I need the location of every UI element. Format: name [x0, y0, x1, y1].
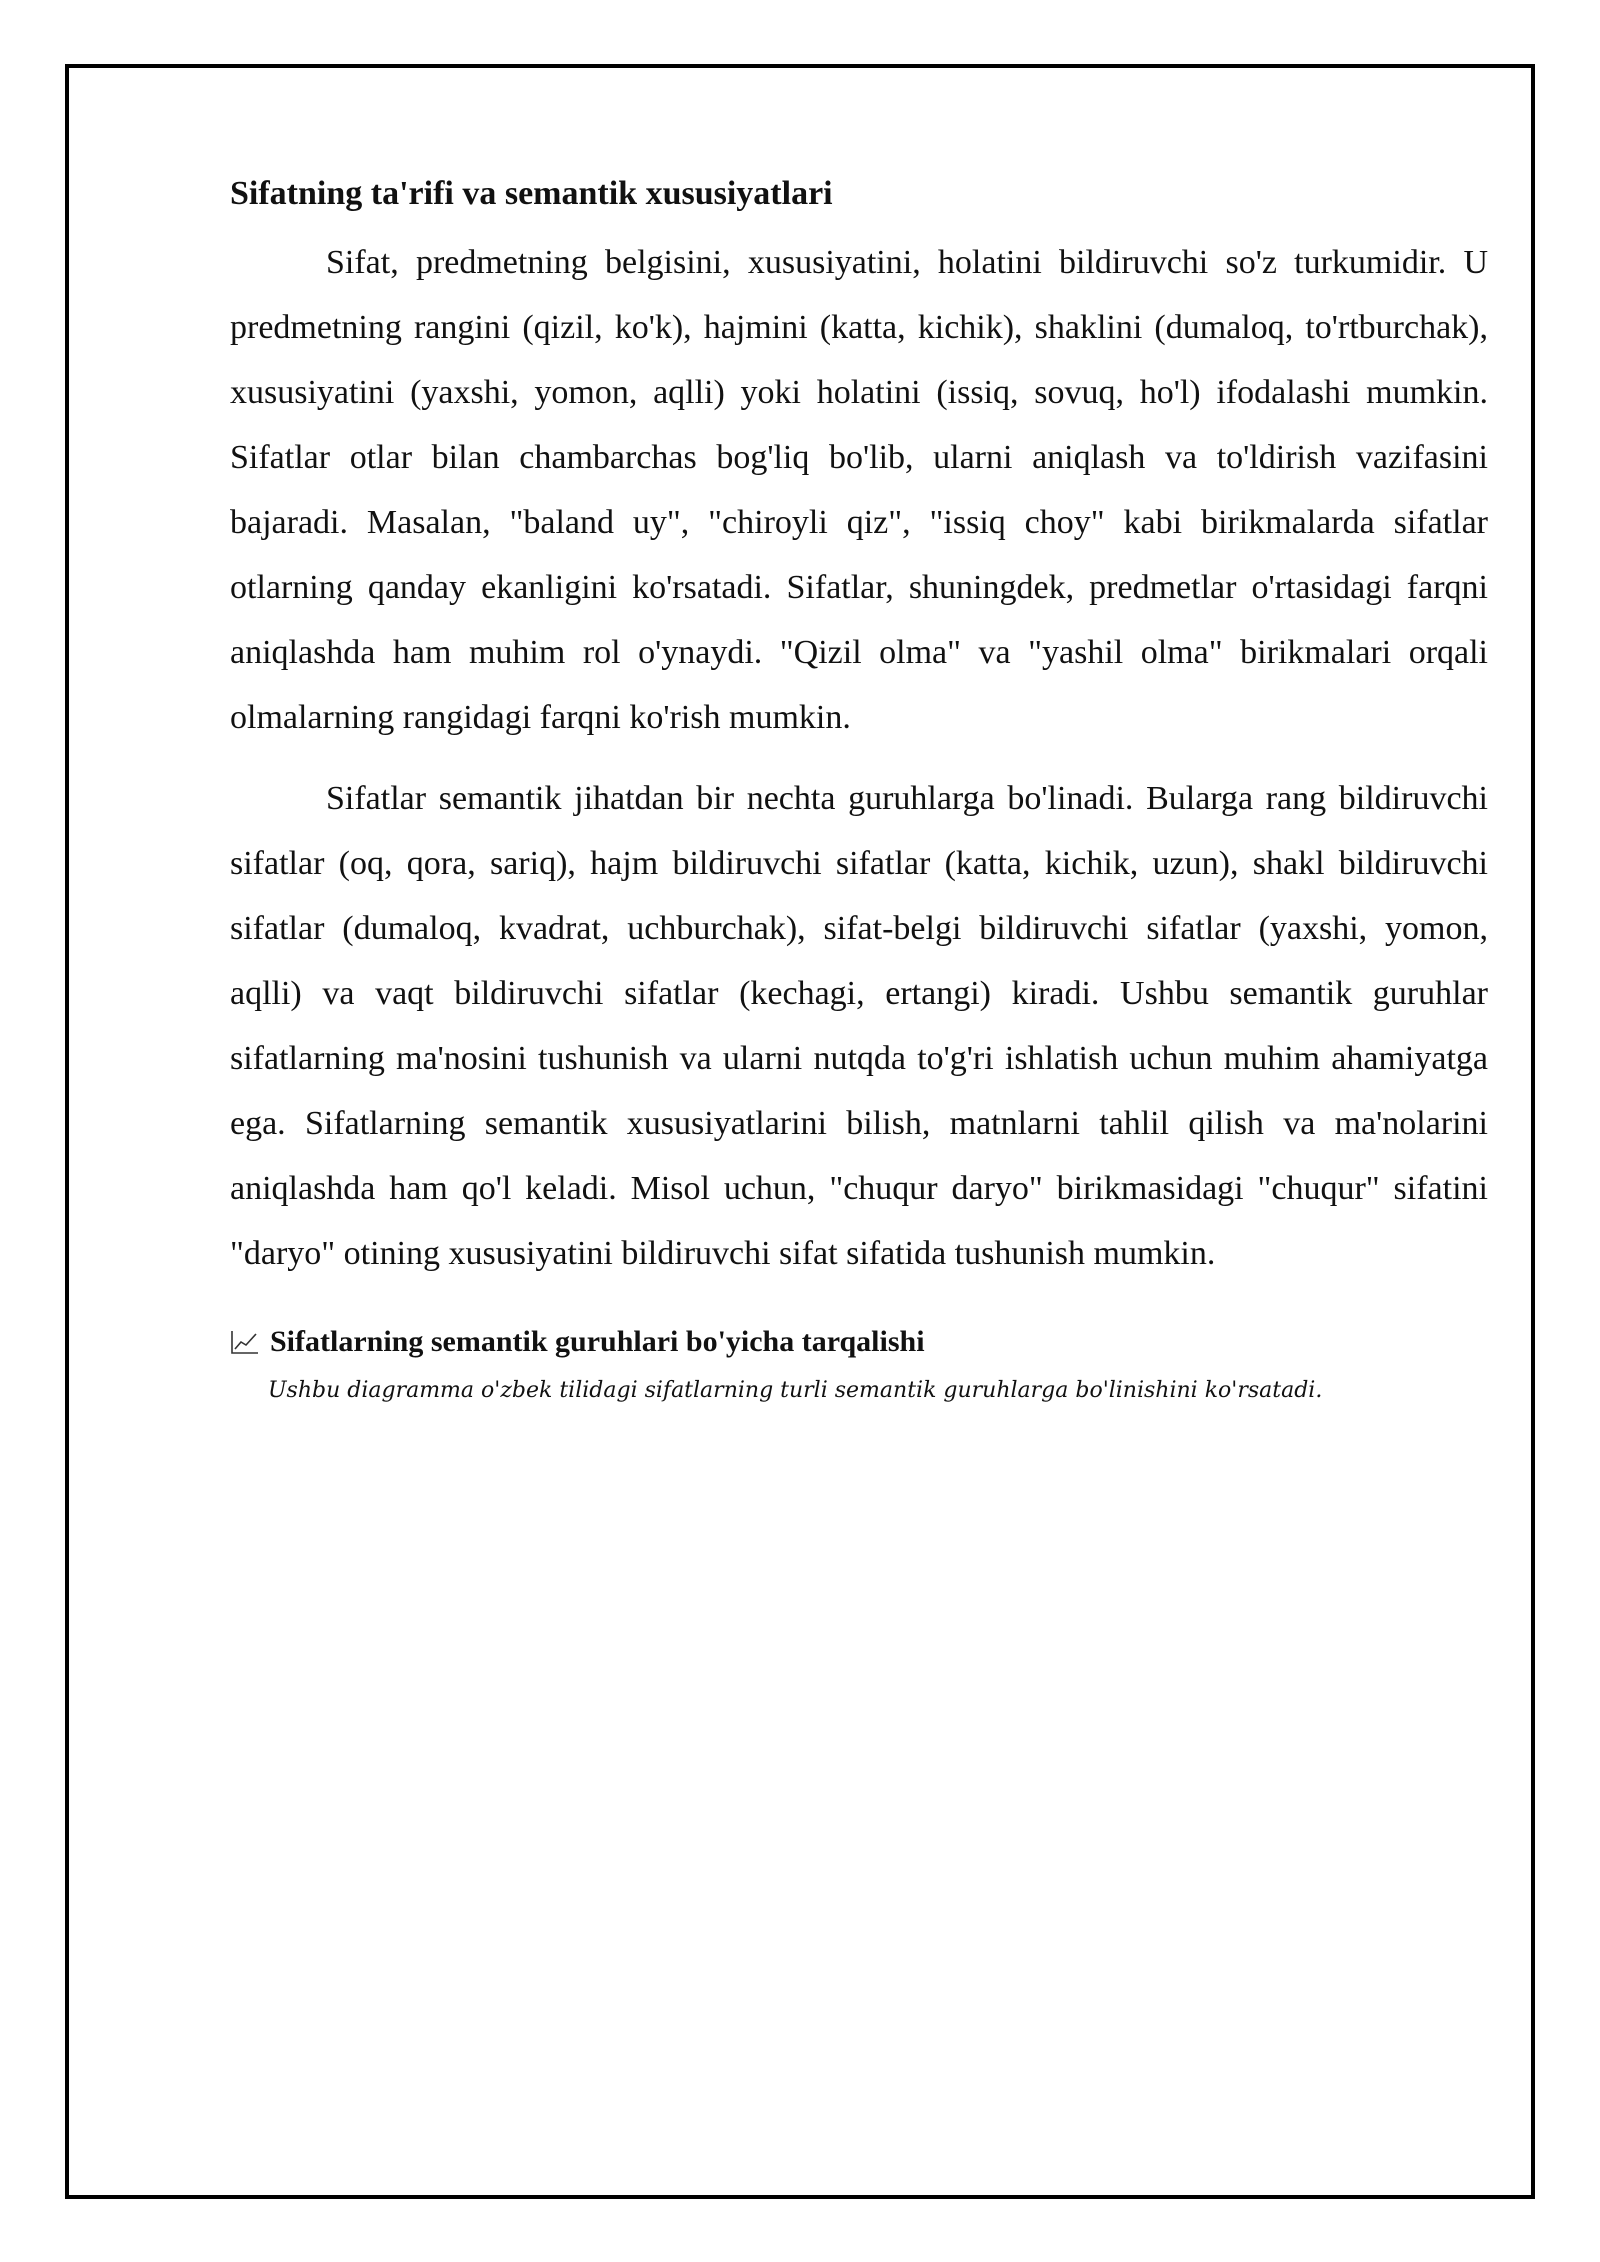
paragraph-2: Sifatlar semantik jihatdan bir nechta guruhlarga bo'linadi. Bularga rang bildiruvchi sifatlar (oq, qora, sariq), hajm bildiruvchi sifatlar (katta, kichik, uzun), shakl bildiruvchi sifatlar (dumaloq, kvadrat, uchburchak), sifat-belgi bildiruvchi sifatlar (yaxshi, yomon, aqlli) va vaqt bildiruvchi sifatlar (kechagi, ertangi) kiradi. Ushbu semantik guruhlar sifatlarning ma'nosini tushunish va ularni nutqda to'g'ri ishlatish uchun muhim ahamiyatga ega. Sifatlarning semantik xususiyatlarini bilish, matnlarni tahlil qilish va ma'nolarini aniqlashda ham qo'l keladi. Misol uchun, "chuqur daryo" birikmasidagi "chuqur" sifatini "daryo" otining xususiyatini bildiruvchi sifat sifatida tushunish mumkin.	[230, 780, 1488, 1272]
document-body	[230, 172, 1488, 1408]
section-heading: Sifatning ta'rifi va semantik xususiyatlari	[230, 175, 833, 212]
chart-caption: Ushbu diagramma o'zbek tilidagi sifatlarning turli semantik guruhlarga bo'linishini ko'rsatadi.	[268, 1378, 1323, 1403]
chart-title: Sifatlarning semantik guruhlari bo'yicha tarqalishi	[270, 1325, 925, 1358]
line-chart-icon	[230, 1329, 260, 1355]
paragraph-1: Sifat, predmetning belgisini, xususiyatini, holatini bildiruvchi so'z turkumidir. U predmetning rangini (qizil, ko'k), hajmini (katta, kichik), shaklini (dumaloq, to'rtburchak), xususiyatini (yaxshi, yomon, aqlli) yoki holatini (issiq, sovuq, ho'l) ifodalashi mumkin. Sifatlar otlar bilan chambarchas bog'liq bo'lib, ularni aniqlash va to'ldirish vazifasini bajaradi. Masalan, "baland uy", "chiroyli qiz", "issiq choy" kabi birikmalarda sifatlar otlarning qanday ekanligini ko'rsatadi. Sifatlar, shuningdek, predmetlar o'rtasidagi farqni aniqlashda ham muhim rol o'ynaydi. "Qizil olma" va "yashil olma" birikmalari orqali olmalarning rangidagi farqni ko'rish mumkin.	[230, 244, 1488, 736]
chart-title-row	[230, 1322, 1488, 1362]
